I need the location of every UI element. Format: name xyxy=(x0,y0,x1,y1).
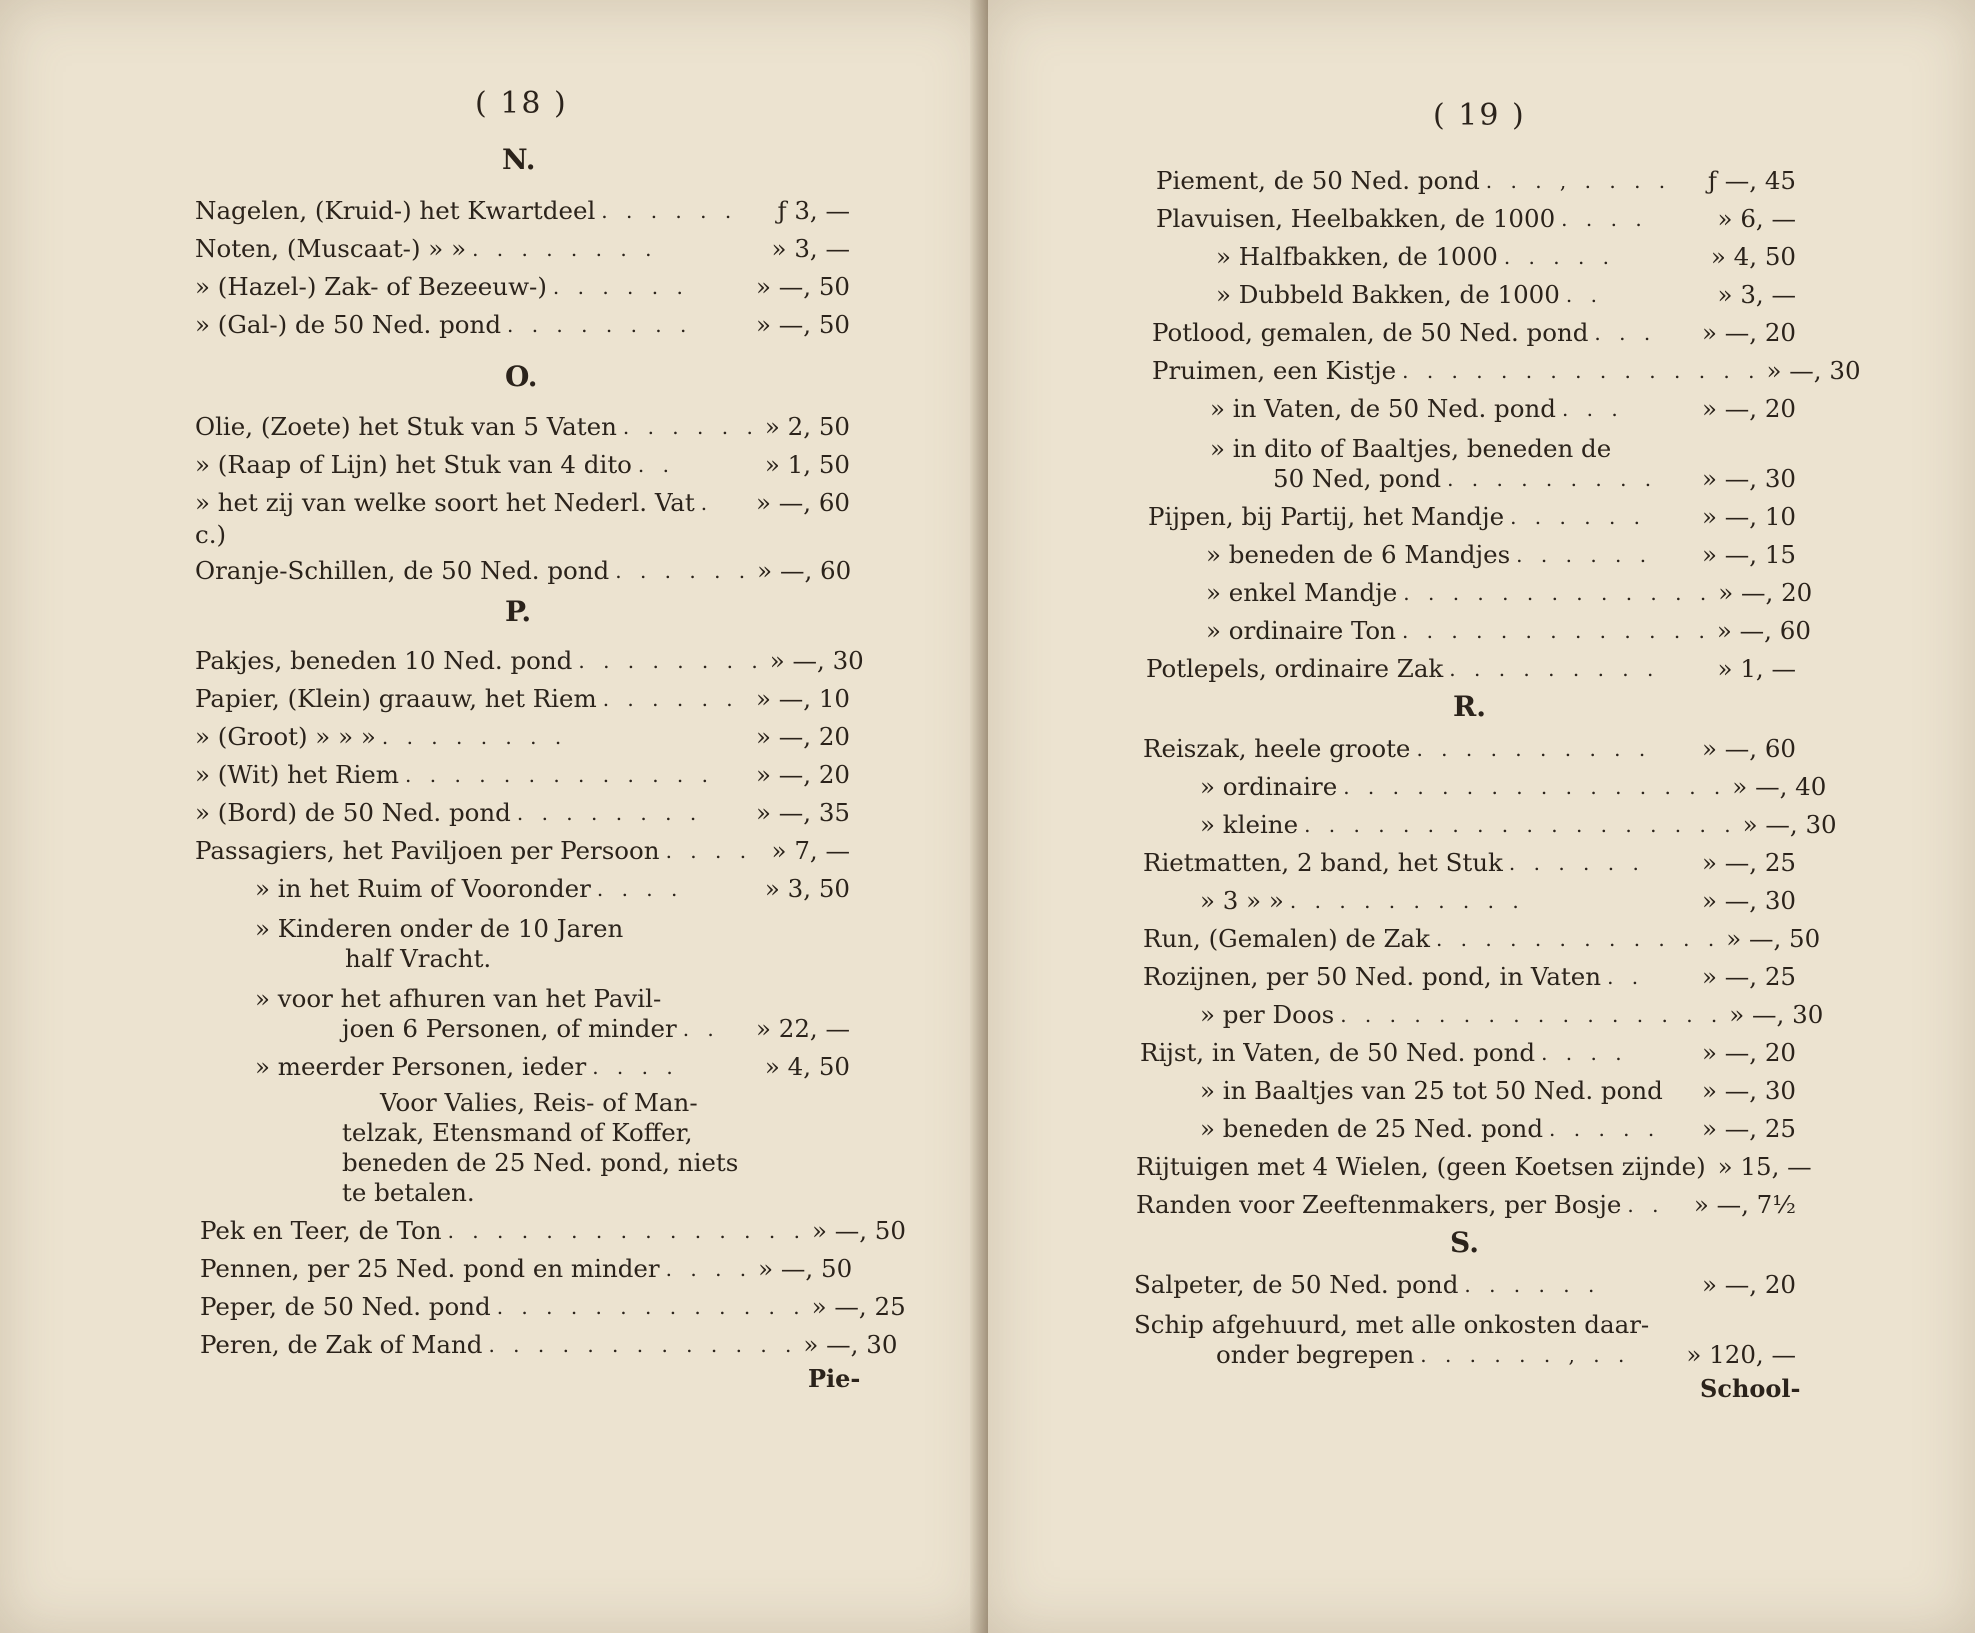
entry-pek: Pek en Teer, de Ton . . . . . . . . . . . . . . . » —, 50 xyxy=(200,1216,906,1245)
catchword: Pie- xyxy=(808,1364,861,1393)
entry-salpeter: Salpeter, de 50 Ned. pond . . . . . . » —, 20 xyxy=(1134,1270,1796,1299)
entry-pijpen: Pijpen, bij Partij, het Mandje . . . . . . » —, 10 xyxy=(1148,502,1796,531)
catchword: School- xyxy=(1700,1374,1801,1403)
entry-welke: » het zij van welke soort het Nederl. Vat . » —, 60 xyxy=(195,488,850,517)
entry-passagiers: Passagiers, het Paviljoen per Persoon . . . . » 7, — xyxy=(195,836,850,865)
entry-afhuren: » voor het afhuren van het Pavil- xyxy=(255,984,662,1013)
entry-kinderen: » Kinderen onder de 10 Jaren xyxy=(255,914,624,943)
entry-pruimen-baaltjes-line2: 50 Ned, pond . . . . . . . . . » —, 30 xyxy=(1273,464,1796,493)
valies-note-line3: beneden de 25 Ned. pond, niets xyxy=(342,1148,739,1177)
page-number: ( 19 ) xyxy=(1433,98,1526,133)
entry-reiszak-ordinaire: » ordinaire . . . . . . . . . . . . . . . . » —, 40 xyxy=(1200,772,1827,801)
entry-pakjes: Pakjes, beneden 10 Ned. pond . . . . . . . . » —, 30 xyxy=(195,646,864,675)
entry-halfbakken: » Halfbakken, de 1000 . . . . . » 4, 50 xyxy=(1216,242,1796,271)
entry-randen: Randen voor Zeeftenmakers, per Bosje . . » —, 7½ xyxy=(1136,1190,1796,1219)
page-number: ( 18 ) xyxy=(475,86,568,121)
entry-kinderen-line2: half Vracht. xyxy=(345,944,492,973)
entry-afhuren-line2: joen 6 Personen, of minder . . » 22, — xyxy=(342,1014,850,1043)
entry-pijpen-enkel: » enkel Mandje . . . . . . . . . . . . . » —, 20 xyxy=(1206,578,1813,607)
entry-potlepels: Potlepels, ordinaire Zak . . . . . . . . . » 1, — xyxy=(1146,654,1796,683)
entry-pruimen-vaten: » in Vaten, de 50 Ned. pond . . . » —, 20 xyxy=(1210,394,1796,423)
section-heading-r: R. xyxy=(1453,690,1487,723)
entry-olie: Olie, (Zoete) het Stuk van 5 Vaten . . . . . . » 2, 50 xyxy=(195,412,850,441)
entry-rijtuigen: Rijtuigen met 4 Wielen, (geen Koetsen zijnde) » 15, — xyxy=(1136,1152,1812,1181)
entry-run: Run, (Gemalen) de Zak . . . . . . . . . . . . » —, 50 xyxy=(1143,924,1821,953)
entry-pennen: Pennen, per 25 Ned. pond en minder . . . . » —, 50 xyxy=(200,1254,853,1283)
entry-plavuisen: Plavuisen, Heelbakken, de 1000 . . . . » 6, — xyxy=(1156,204,1796,233)
entry-ruim: » in het Ruim of Vooronder . . . . » 3, 50 xyxy=(255,874,850,903)
section-heading-s: S. xyxy=(1450,1226,1479,1259)
entry-rozijnen-doos: » per Doos . . . . . . . . . . . . . . . . » —, 30 xyxy=(1200,1000,1824,1029)
entry-hazel: » (Hazel-) Zak- of Bezeeuw-) . . . . . . » —, 50 xyxy=(195,272,850,301)
entry-schip: Schip afgehuurd, met alle onkosten daar- xyxy=(1134,1310,1650,1339)
entry-schip-line2: onder begrepen . . . . . . , . . » 120, — xyxy=(1216,1340,1796,1369)
entry-pruimen-baaltjes: » in dito of Baaltjes, beneden de xyxy=(1210,434,1612,463)
entry-pijpen-mandjes: » beneden de 6 Mandjes . . . . . . » —, 15 xyxy=(1206,540,1796,569)
entry-noten: Noten, (Muscaat-) » » . . . . . . . . » 3, — xyxy=(195,234,850,263)
entry-raap: » (Raap of Lijn) het Stuk van 4 dito . . » 1, 50 xyxy=(195,450,850,479)
section-heading-o: O. xyxy=(505,360,538,393)
entry-pruimen: Pruimen, een Kistje . . . . . . . . . . . . . . . » —, 30 xyxy=(1152,356,1861,385)
valies-note-line1: Voor Valies, Reis- of Man- xyxy=(380,1088,698,1117)
entry-rijst: Rijst, in Vaten, de 50 Ned. pond . . . . » —, 20 xyxy=(1140,1038,1796,1067)
entry-rijst-baaltjes: » in Baaltjes van 25 tot 50 Ned. pond » —, 30 xyxy=(1200,1076,1796,1105)
entry-rozijnen: Rozijnen, per 50 Ned. pond, in Vaten . . » —, 25 xyxy=(1143,962,1796,991)
entry-dubbeld-bakken: » Dubbeld Bakken, de 1000 . . » 3, — xyxy=(1216,280,1796,309)
entry-rietmatten-3: » 3 » » . . . . . . . . . . » —, 30 xyxy=(1200,886,1796,915)
entry-meerder: » meerder Personen, ieder . . . . » 4, 50 xyxy=(255,1052,850,1081)
entry-pijpen-ton: » ordinaire Ton . . . . . . . . . . . . . » —, 60 xyxy=(1206,616,1811,645)
valies-note-line4: te betalen. xyxy=(342,1178,475,1207)
entry-reiszak-kleine: » kleine . . . . . . . . . . . . . . . . . . » —, 30 xyxy=(1200,810,1837,839)
entry-nagelen: Nagelen, (Kruid-) het Kwartdeel . . . . . . ƒ 3, — xyxy=(195,196,850,225)
page-19 xyxy=(988,0,1975,1633)
entry-gal: » (Gal-) de 50 Ned. pond . . . . . . . . » —, 50 xyxy=(195,310,850,339)
entry-papier-wit: » (Wit) het Riem . . . . . . . . . . . . . » —, 20 xyxy=(195,760,850,789)
entry-peper: Peper, de 50 Ned. pond . . . . . . . . . . . . . » —, 25 xyxy=(200,1292,906,1321)
entry-potlood: Potlood, gemalen, de 50 Ned. pond . . . » —, 20 xyxy=(1152,318,1796,347)
entry-rietmatten: Rietmatten, 2 band, het Stuk . . . . . . » —, 25 xyxy=(1143,848,1796,877)
entry-papier: Papier, (Klein) graauw, het Riem . . . . . . » —, 10 xyxy=(195,684,850,713)
entry-reiszak: Reiszak, heele groote . . . . . . . . . . » —, 60 xyxy=(1143,734,1796,763)
entry-rijst-beneden: » beneden de 25 Ned. pond . . . . . » —, 25 xyxy=(1200,1114,1796,1143)
entry-papier-groot: » (Groot) » » » . . . . . . . . » —, 20 xyxy=(195,722,850,751)
section-heading-n: N. xyxy=(502,143,536,176)
entry-papier-bord: » (Bord) de 50 Ned. pond . . . . . . . . » —, 35 xyxy=(195,798,850,827)
entry-piement: Piement, de 50 Ned. pond . . . , . . . . ƒ —, 45 xyxy=(1156,166,1796,195)
valies-note-line2: telzak, Etensmand of Koffer, xyxy=(342,1118,693,1147)
entry-peren: Peren, de Zak of Mand . . . . . . . . . . . . . » —, 30 xyxy=(200,1330,898,1359)
entry-welke-continued: c.) xyxy=(195,520,227,549)
section-heading-p: P. xyxy=(505,595,532,628)
entry-oranje: Oranje-Schillen, de 50 Ned. pond . . . . . . » —, 60 xyxy=(195,556,852,585)
